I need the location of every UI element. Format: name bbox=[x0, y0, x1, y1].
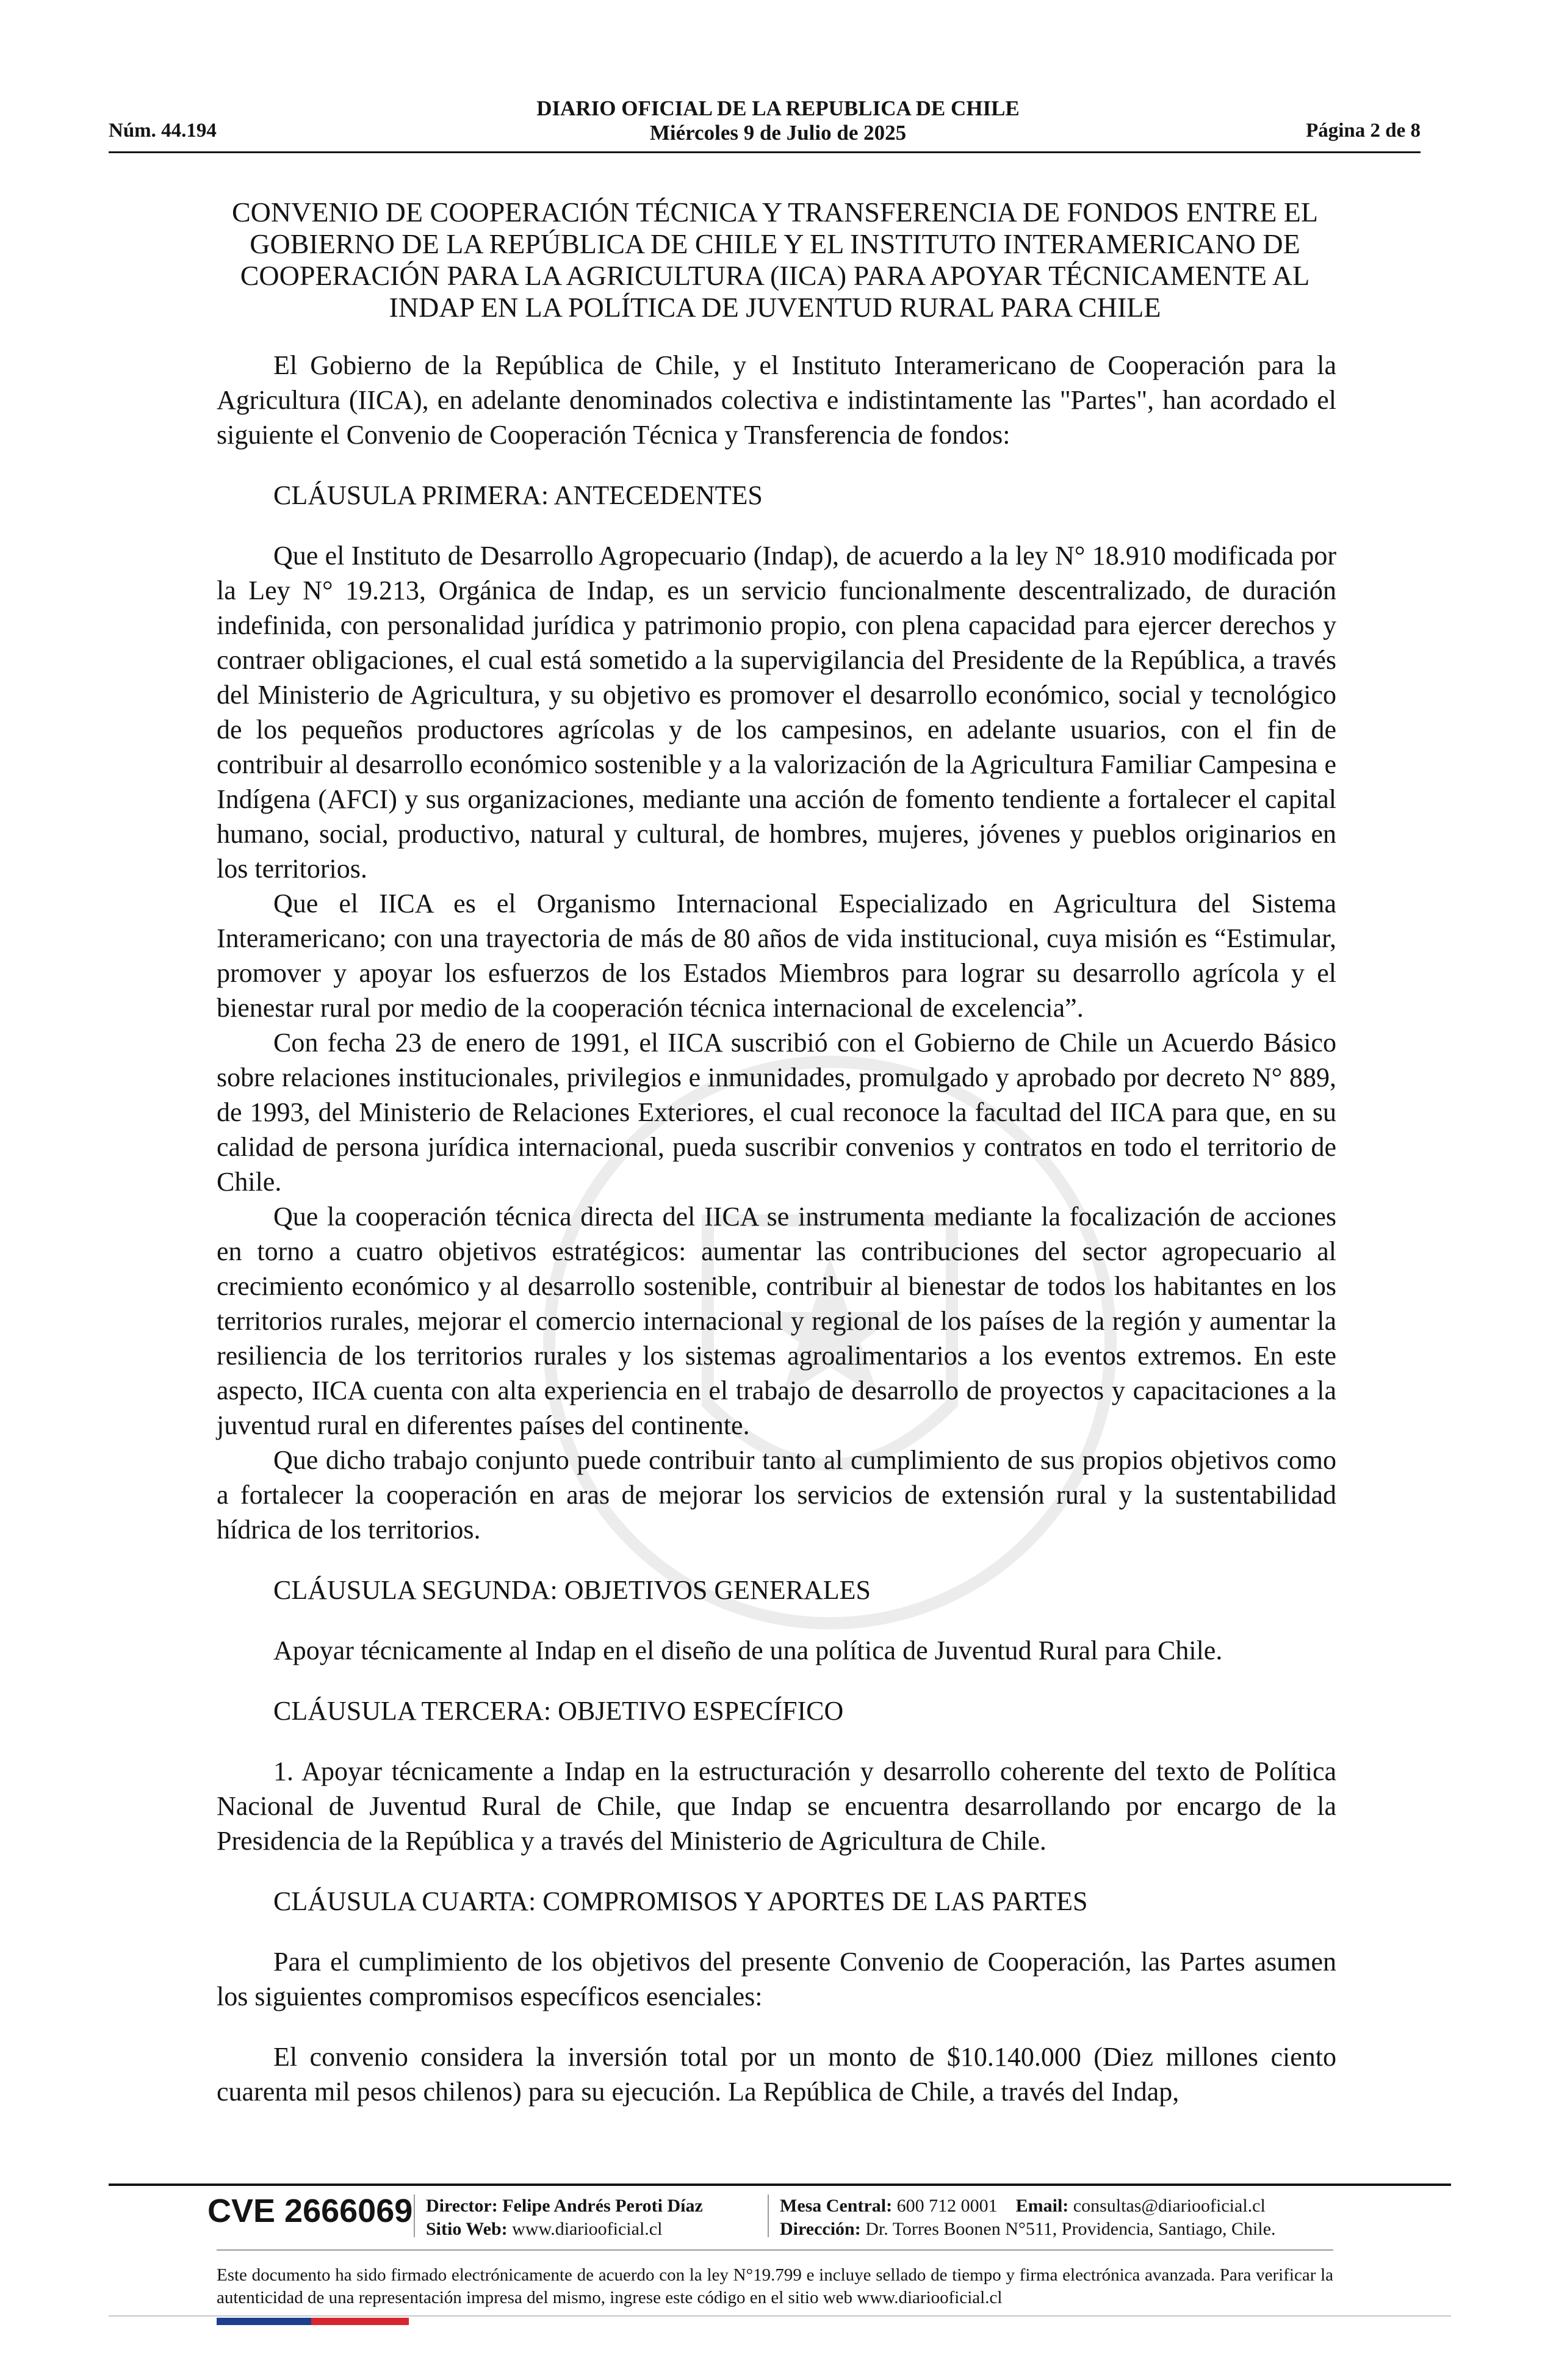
publication-date: Miércoles 9 de Julio de 2025 bbox=[649, 121, 907, 145]
clause-3-heading: CLÁUSULA TERCERA: OBJETIVO ESPECÍFICO bbox=[273, 1696, 844, 1726]
clause-1-paragraph: Que el IICA es el Organismo Internacional Especializado en Agricultura del Sistema Interamericano; con una trayectoria de más de 80 años de vida institucional, cuya misión es “Estimular, promover y apoyar los esfuerzos de los Estados Miembros para lograr su desarrollo agrícola y el bienestar rural por medio de la cooperación técnica internacional de excelencia”. bbox=[217, 889, 1336, 1023]
clause-1-paragraph: Que el Instituto de Desarrollo Agropecuario (Indap), de acuerdo a la ley N° 18.910 modificada por la Ley N° 19.213, Orgánica de Indap, es un servicio funcionalmente descentralizado, de duración indefinida, con personalidad jurídica y patrimonio propio, con plena capacidad para ejercer derechos y contraer obligaciones, el cual está sometido a la supervigilancia del Presidente de la República, a través del Ministerio de Agricultura, y su objetivo es promover el desarrollo económico, social y tecnológico de los pequeños productores agrícolas y de los campesinos, en adelante usuarios, con el fin de contribuir al desarrollo económico sostenible y a la valorización de la Agricultura Familiar Campesina e Indígena (AFCI) y sus organizaciones, mediante una acción de fomento tendiente a fortalecer el capital humano, social, productivo, natural y cultural, de hombres, mujeres, jóvenes y pueblos originarios en los territorios. bbox=[217, 541, 1336, 884]
footer-divider bbox=[109, 2183, 1451, 2186]
intro-paragraph: El Gobierno de la República de Chile, y el Instituto Interamericano de Cooperación para la Agricultura (IICA), en adelante denominados colectiva e indistintamente las "Partes", han acordado el siguiente el Convenio de Cooperación Técnica y Transferencia de fondos: bbox=[217, 350, 1336, 450]
address-text: Dr. Torres Boonen N°511, Providencia, Santiago, Chile. bbox=[865, 2219, 1276, 2239]
clause-1-heading: CLÁUSULA PRIMERA: ANTECEDENTES bbox=[273, 480, 763, 510]
director-label: Director: bbox=[426, 2196, 498, 2216]
director-name: Felipe Andrés Peroti Díaz bbox=[502, 2196, 703, 2216]
email-link[interactable]: consultas@diariooficial.cl bbox=[1073, 2196, 1266, 2216]
clause-1-paragraph: Que la cooperación técnica directa del IICA se instrumenta mediante la focalización de acciones en torno a cuatro objetivos estratégicos: aumentar las contribuciones del sector agropecuario al crecimiento económico y al desarrollo sostenible, contribuir al bienestar de todos los habitantes en los territorios rurales, mejorar el comercio internacional y regional de los países de la región y aumentar la resiliencia de los territorios rurales y los sistemas agroalimentarios a los eventos extremos. En este aspecto, IICA cuenta con alta experiencia en el trabajo de desarrollo de proyectos y capacitaciones a la juventud rural en diferentes países del continente. bbox=[217, 1202, 1336, 1440]
footer-contact-block bbox=[780, 2194, 1276, 2241]
clause-1-paragraph: Que dicho trabajo conjunto puede contribuir tanto al cumplimiento de sus propios objetivos como a fortalecer la cooperación en aras de mejorar los servicios de extensión rural y la sustentabilidad hídrica de los territorios. bbox=[217, 1445, 1336, 1545]
address-label: Dirección: bbox=[780, 2219, 861, 2239]
issue-number: Núm. 44.194 bbox=[109, 120, 217, 142]
footer-inner-divider bbox=[217, 2249, 1333, 2251]
flag-stripe-red bbox=[311, 2318, 409, 2325]
header-divider bbox=[109, 151, 1421, 153]
clause-3-paragraph: 1. Apoyar técnicamente a Indap en la estructuración y desarrollo coherente del texto de Política Nacional de Juventud Rural de Chile, que Indap se encuentra desarrollando por encargo de la Presidencia de la República y a través del Ministerio de Agricultura de Chile. bbox=[217, 1756, 1336, 1856]
publication-name: DIARIO OFICIAL DE LA REPUBLICA DE CHILE bbox=[536, 96, 1020, 120]
clause-2-paragraph: Apoyar técnicamente al Indap en el diseño de una política de Juventud Rural para Chile. bbox=[273, 1635, 1223, 1665]
clause-4-paragraph: El convenio considera la inversión total por un monto de $10.140.000 (Diez millones ciento cuarenta mil pesos chilenos) para su ejecución. La República de Chile, a través del Indap, bbox=[217, 2042, 1336, 2107]
footer-separator bbox=[768, 2194, 769, 2237]
site-label: Sitio Web: bbox=[426, 2219, 508, 2239]
clause-4-heading: CLÁUSULA CUARTA: COMPROMISOS Y APORTES DE LAS PARTES bbox=[273, 1886, 1088, 1916]
footer-separator bbox=[414, 2194, 415, 2237]
document-body bbox=[217, 348, 1336, 2109]
cve-code: CVE 2666069 bbox=[207, 2193, 413, 2229]
site-link[interactable]: www.diariooficial.cl bbox=[512, 2219, 663, 2239]
footer-bottom-rule bbox=[109, 2315, 1451, 2317]
email-label: Email: bbox=[1015, 2196, 1069, 2216]
signature-note: Este documento ha sido firmado electrónicamente de acuerdo con la ley N°19.799 e incluye sellado de tiempo y firma electrónica avanzada. Para verificar la autenticidad de una representación impresa del mismo, ingrese este código en el sitio web www.diariooficial.cl bbox=[217, 2265, 1333, 2307]
clause-1-paragraph: Con fecha 23 de enero de 1991, el IICA suscribió con el Gobierno de Chile un Acuerdo Básico sobre relaciones institucionales, privilegios e inmunidades, promulgado y aprobado por decreto N° 889, de 1993, del Ministerio de Relaciones Exteriores, el cual reconoce la facultad del IICA para que, en su calidad de persona jurídica internacional, pueda suscribir convenios y contratos en todo el territorio de Chile. bbox=[217, 1028, 1336, 1197]
central-phone: 600 712 0001 bbox=[896, 2196, 998, 2216]
flag-stripe-blue bbox=[217, 2318, 311, 2325]
page-number: Página 2 de 8 bbox=[1306, 120, 1421, 142]
clause-2-heading: CLÁUSULA SEGUNDA: OBJETIVOS GENERALES bbox=[273, 1575, 871, 1605]
central-label: Mesa Central: bbox=[780, 2196, 893, 2216]
document-title: CONVENIO DE COOPERACIÓN TÉCNICA Y TRANSFERENCIA DE FONDOS ENTRE EL GOBIERNO DE LA REPÚBLICA DE CHILE Y EL INSTITUTO INTERAMERICANO DE COOPERACIÓN PARA LA AGRICULTURA (IICA) PARA APOYAR TÉCNICAMENTE AL INDAP EN LA POLÍTICA DE JUVENTUD RURAL PARA CHILE bbox=[231, 197, 1318, 323]
footer-director-block bbox=[426, 2194, 703, 2241]
clause-4-paragraph: Para el cumplimiento de los objetivos del presente Convenio de Cooperación, las Partes asumen los siguientes compromisos específicos esenciales: bbox=[217, 1947, 1336, 2011]
